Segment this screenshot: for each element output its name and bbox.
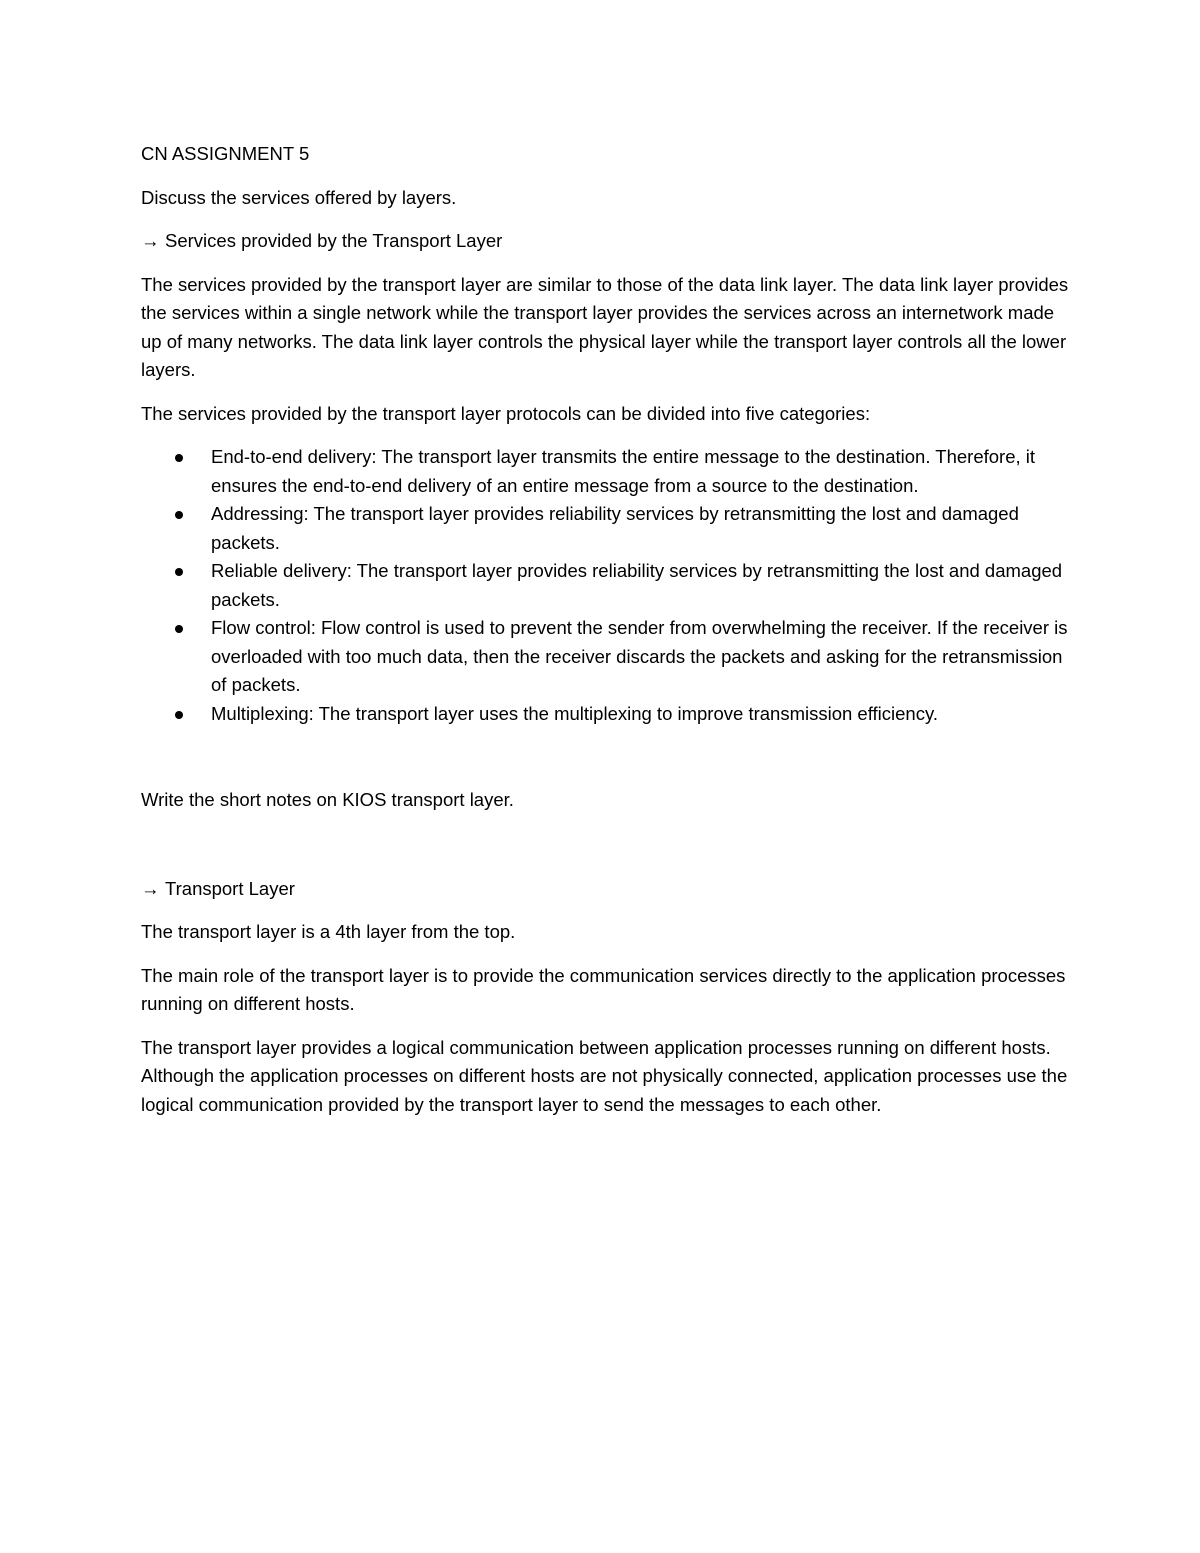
bullet-icon xyxy=(175,568,183,576)
blank-line xyxy=(141,728,1071,786)
heading-transport-layer xyxy=(141,875,1071,904)
heading-text: Services provided by the Transport Layer xyxy=(165,230,503,251)
question-1: Discuss the services offered by layers. xyxy=(141,186,457,208)
paragraph-comparison: The services provided by the transport layer are similar to those of the data link layer. The data link layer provides the services within a single network while the transport layer provides the services across an internetwork made up of many networks. The data link layer controls the physical layer while the transport layer controls all the lower layers. xyxy=(141,273,1069,380)
list-item-text: Addressing: The transport layer provides reliability services by retransmitting the lost and damaged packets. xyxy=(211,503,1019,553)
bullet-icon xyxy=(175,625,183,633)
paragraph-categories-intro: The services provided by the transport layer protocols can be divided into five categories: xyxy=(141,402,871,424)
bullet-icon xyxy=(175,711,183,719)
list-item xyxy=(141,443,1071,500)
arrow-right-icon: → xyxy=(141,877,160,899)
document-title: CN ASSIGNMENT 5 xyxy=(141,143,310,164)
list-item-text: Reliable delivery: The transport layer provides reliability services by retransmitting the lost and damaged packets. xyxy=(211,560,1063,610)
document-body xyxy=(141,140,1071,1134)
list-item xyxy=(141,500,1071,557)
paragraph-main-role: The main role of the transport layer is to provide the communication services directly to the application processes running on different hosts. xyxy=(141,964,1066,1014)
question-2: Write the short notes on KIOS transport layer. xyxy=(141,789,514,810)
list-item-text: Flow control: Flow control is used to prevent the sender from overwhelming the receiver. If the receiver is overloaded with too much data, then the receiver discards the packets and asking for the retransmission of packets. xyxy=(211,617,1068,695)
list-item-text: Multiplexing: The transport layer uses the multiplexing to improve transmission efficiency. xyxy=(211,702,938,724)
list-item xyxy=(141,614,1071,700)
bullet-icon xyxy=(175,511,183,519)
heading-text: Transport Layer xyxy=(165,877,295,899)
list-item xyxy=(141,557,1071,614)
list-item xyxy=(141,700,1071,729)
services-bullet-list xyxy=(141,443,1071,728)
paragraph-logical-communication: The transport layer provides a logical communication between application processes running on different hosts. Although the application processes on different hosts are not physically connected, application processes use the logical communication provided by the transport layer to send the messages to each other. xyxy=(141,1036,1068,1115)
paragraph-fourth-layer: The transport layer is a 4th layer from the top. xyxy=(141,921,516,942)
blank-line xyxy=(141,815,1071,875)
bullet-icon xyxy=(175,454,183,462)
arrow-right-icon: → xyxy=(141,230,160,251)
heading-services-transport-layer xyxy=(141,227,1071,256)
list-item-text: End-to-end delivery: The transport layer transmits the entire message to the destination. Therefore, it ensures the end-to-end delivery of an entire message from a source to the destination. xyxy=(211,446,1036,496)
